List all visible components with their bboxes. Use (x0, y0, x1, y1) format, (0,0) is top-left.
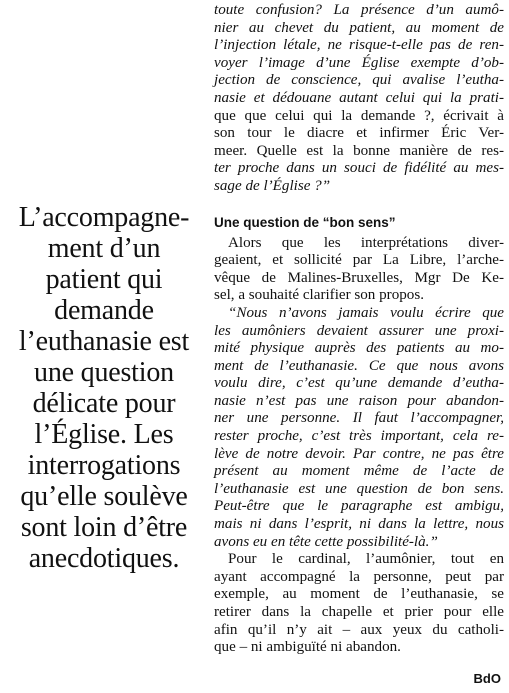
text-line: Pour le cardinal, l’aumônier, tout en (228, 551, 504, 568)
pull-quote-line: l’Église. Les (34, 419, 174, 450)
text-line: ner une personne. Il faut l’accompagner, (214, 410, 504, 427)
pull-quote (4, 202, 204, 574)
pull-quote-line: L’accompagne- (18, 202, 190, 233)
pull-quote-line: sont loin d’être (20, 512, 188, 543)
text-line: meer. Quelle est la bonne manière de res- (214, 142, 504, 159)
paragraph-archbishop (214, 235, 504, 305)
text-line: ayant accompagné la personne, peut par (214, 568, 504, 585)
text-line: l’euthanasie est une question de bon sens. (214, 480, 504, 497)
pull-quote-line: délicate pour (32, 388, 176, 419)
pull-quote-line: qu’elle soulève (20, 481, 188, 512)
pull-quote-line: anecdotiques. (28, 543, 180, 574)
author-signature: BdO (473, 671, 501, 686)
text-line: l’injection létale, ne risque-t-elle pas de ren- (214, 37, 504, 54)
text-line: “Nous n’avons jamais voulu écrire que (228, 304, 504, 321)
text-line: nasie et dédouane autant celui qui la prati- (214, 89, 504, 106)
pull-quote-line: interrogations (27, 450, 181, 481)
pull-quote-line: demande (54, 295, 154, 326)
paragraph-cardinal (214, 551, 504, 657)
paragraph-quote (214, 305, 504, 551)
text-line: voyer l’image d’une Église exempte d’ob- (214, 54, 504, 71)
text-line: nasie n’est pas une raison pour abandon- (214, 392, 504, 409)
pull-quote-line: une question (34, 357, 174, 388)
pull-quote-line: patient qui (45, 264, 163, 295)
text-line: que que celui qui la demande ?, écrivait à (214, 107, 504, 124)
subheading: Une question de “bon sens” (214, 214, 396, 230)
text-line: sel, a souhaité clarifier son propos. (214, 287, 424, 304)
text-line: voulu dire, c’est qu’une demande d’eutha- (214, 375, 504, 392)
text-line: avons eu en tête cette possibilité-là.” (214, 533, 438, 550)
text-line: les aumôniers devaient assurer une proxi- (214, 322, 504, 339)
text-line: rester proche, c’est très important, cela re- (214, 428, 504, 445)
text-line: présent au moment même de l’acte de (214, 463, 504, 480)
text-line: Alors que les interprétations diver- (228, 234, 504, 251)
pull-quote-line: ment d’un (47, 233, 161, 264)
text-line: nier au chevet du patient, au moment de (214, 19, 504, 36)
text-line: lève de notre devoir. Par contre, ne pas être (214, 445, 504, 462)
paragraph-quote-continuation (214, 2, 504, 196)
text-line: afin qu’il n’y ait – aux yeux du catholi- (214, 621, 504, 638)
article-column (214, 2, 504, 657)
text-line: toute confusion? La présence d’un aumô- (214, 2, 504, 18)
text-line: retirer dans la chapelle et prier pour elle (214, 604, 504, 620)
text-line: Peut-être que le paragraphe est ambigu, (214, 498, 504, 515)
text-line: mais ni dans l’esprit, ni dans la lettre, nous (214, 516, 504, 533)
text-line: exemple, au moment de l’euthanasie, se (214, 586, 504, 603)
text-line: que – ni ambiguïté ni abandon. (214, 639, 401, 656)
text-line: mité physique auprès des patients au mo- (214, 340, 504, 357)
text-line: geaient, et sollicité par La Libre, l’arche- (214, 252, 504, 269)
text-line: ment de l’euthanasie. Ce que nous avons (214, 357, 504, 374)
text-line: son tour le diacre et infirmer Éric Ver- (214, 125, 504, 142)
text-line: sage de l’Église ?” (214, 177, 331, 194)
text-line: jection de conscience, qui avalise l’eutha- (214, 72, 504, 89)
text-line: ter proche dans un souci de fidélité au mes- (214, 160, 504, 177)
text-line: vêque de Malines-Bruxelles, Mgr De Ke- (214, 269, 504, 286)
pull-quote-line: l’euthanasie est (18, 326, 190, 357)
